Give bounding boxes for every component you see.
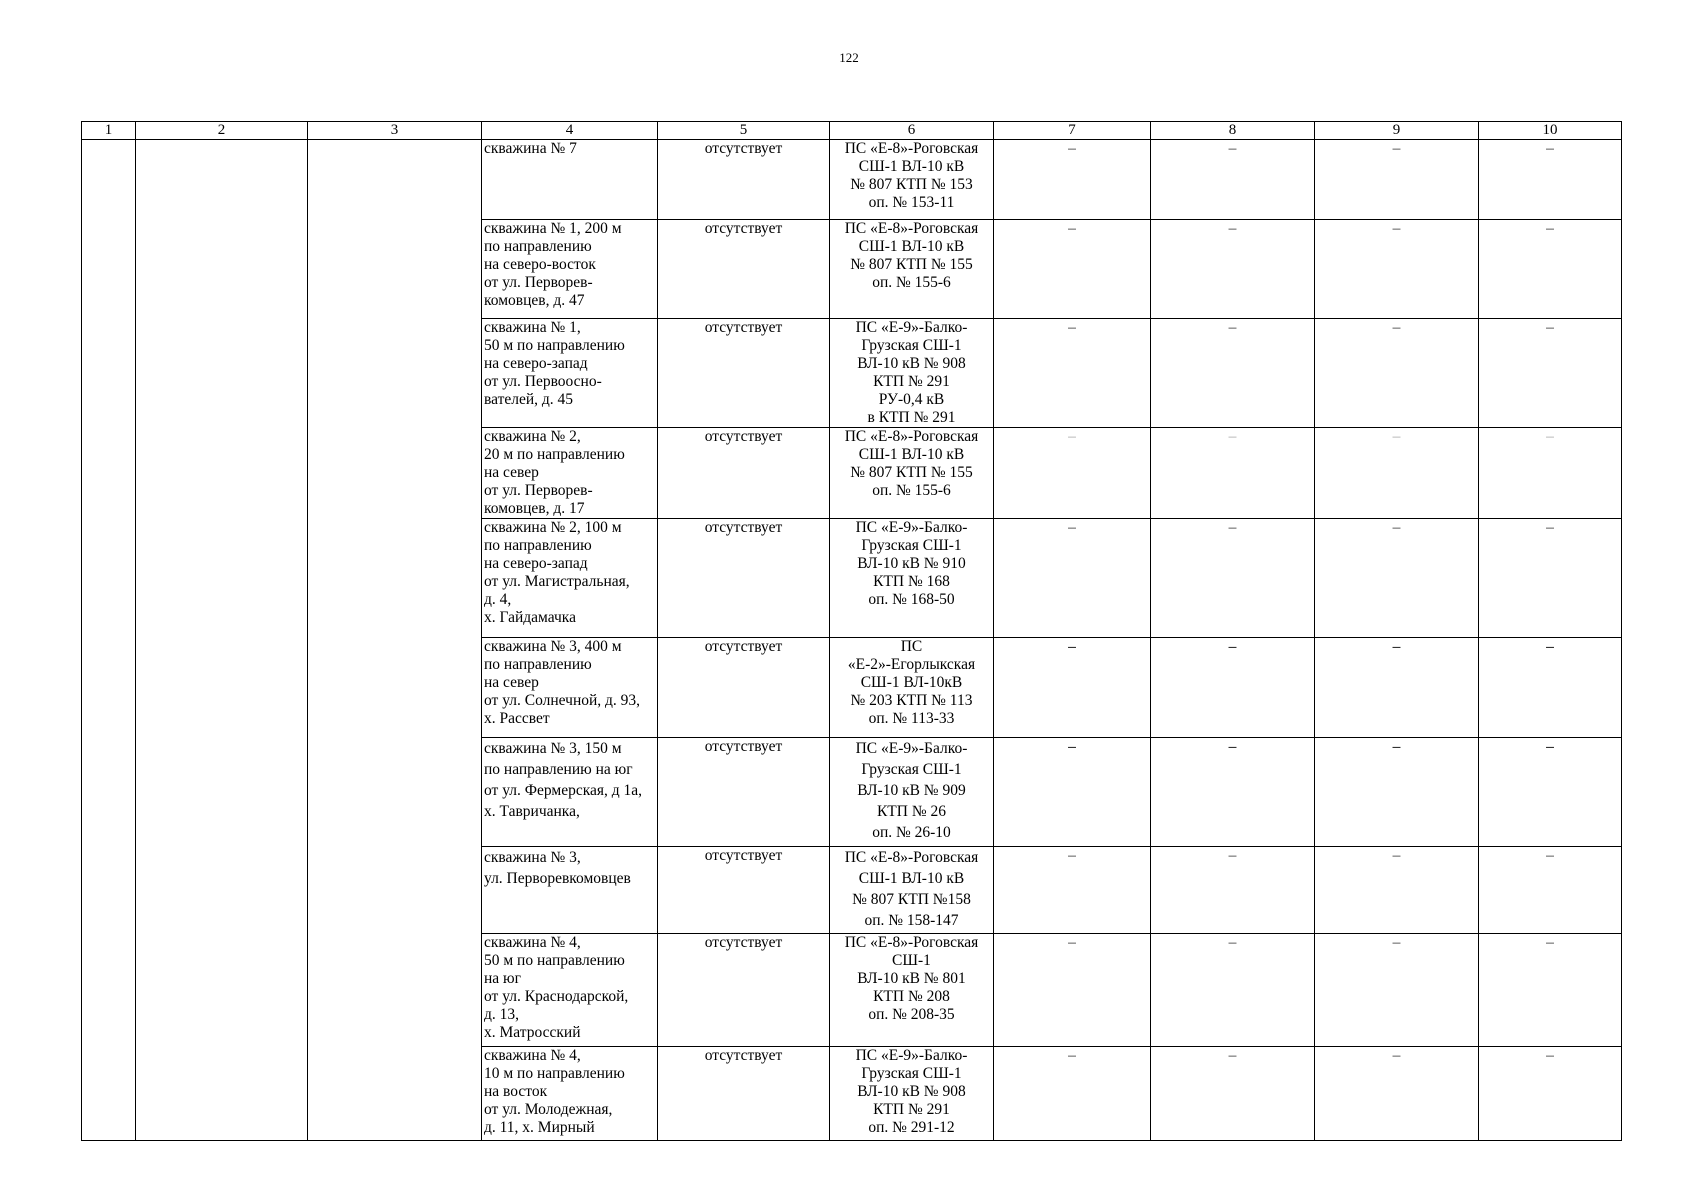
registry-table	[81, 121, 1622, 1141]
status-cell: отсутствует	[658, 738, 830, 847]
col8-cell: –	[1151, 519, 1315, 638]
col10-cell: –	[1479, 319, 1622, 428]
well-location: скважина № 1, 50 м по направлению на северо-запад от ул. Первоосно- вателей, д. 45	[482, 319, 658, 428]
col10-cell: –	[1479, 934, 1622, 1047]
col1-merged-cell	[82, 140, 136, 1141]
col7-cell: –	[994, 319, 1151, 428]
power-source: ПС «Е-8»-Роговская СШ-1 ВЛ-10 кВ № 807 КТП № 153 оп. № 153-11	[830, 140, 994, 220]
power-source: ПС «Е-9»-Балко- Грузская СШ-1 ВЛ-10 кВ № 908 КТП № 291 РУ-0,4 кВ в КТП № 291	[830, 319, 994, 428]
well-location: скважина № 2, 20 м по направлению на север от ул. Перворев- комовцев, д. 17	[482, 428, 658, 519]
col9-cell: –	[1315, 428, 1479, 519]
status-cell: отсутствует	[658, 934, 830, 1047]
col8-cell: –	[1151, 1047, 1315, 1141]
status-cell: отсутствует	[658, 428, 830, 519]
column-header: 5	[658, 122, 830, 140]
col7-cell: –	[994, 638, 1151, 738]
power-source: ПС «Е-8»-Роговская СШ-1 ВЛ-10 кВ № 807 КТП № 155 оп. № 155-6	[830, 428, 994, 519]
column-header: 8	[1151, 122, 1315, 140]
column-header: 9	[1315, 122, 1479, 140]
column-header: 10	[1479, 122, 1622, 140]
col10-cell: –	[1479, 738, 1622, 847]
well-location: скважина № 4, 10 м по направлению на восток от ул. Молодежная, д. 11, х. Мирный	[482, 1047, 658, 1141]
col7-cell: –	[994, 220, 1151, 319]
power-source: ПС «Е-2»-Егорлыкская СШ-1 ВЛ-10кВ № 203 КТП № 113 оп. № 113-33	[830, 638, 994, 738]
col10-cell: –	[1479, 847, 1622, 934]
status-cell: отсутствует	[658, 638, 830, 738]
column-number-row	[82, 122, 1622, 140]
well-location: скважина № 3, ул. Перворевкомовцев	[482, 847, 658, 934]
well-location: скважина № 7	[482, 140, 658, 220]
column-header: 1	[82, 122, 136, 140]
power-source: ПС «Е-9»-Балко- Грузская СШ-1 ВЛ-10 кВ № 909 КТП № 26 оп. № 26-10	[830, 738, 994, 847]
column-header: 7	[994, 122, 1151, 140]
col10-cell: –	[1479, 1047, 1622, 1141]
power-source: ПС «Е-8»-Роговская СШ-1 ВЛ-10 кВ № 807 КТП №158 оп. № 158-147	[830, 847, 994, 934]
column-header: 4	[482, 122, 658, 140]
col8-cell: –	[1151, 220, 1315, 319]
col10-cell: –	[1479, 428, 1622, 519]
col9-cell: –	[1315, 847, 1479, 934]
well-location: скважина № 3, 400 м по направлению на север от ул. Солнечной, д. 93, х. Рассвет	[482, 638, 658, 738]
col2-merged-cell	[136, 140, 308, 1141]
col9-cell: –	[1315, 934, 1479, 1047]
status-cell: отсутствует	[658, 319, 830, 428]
power-source: ПС «Е-8»-Роговская СШ-1 ВЛ-10 кВ № 807 КТП № 155 оп. № 155-6	[830, 220, 994, 319]
col8-cell: –	[1151, 738, 1315, 847]
table-row	[82, 140, 1622, 220]
well-location: скважина № 3, 150 м по направлению на юг от ул. Фермерская, д 1а, х. Тавричанка,	[482, 738, 658, 847]
col10-cell: –	[1479, 519, 1622, 638]
col7-cell: –	[994, 1047, 1151, 1141]
col9-cell: –	[1315, 1047, 1479, 1141]
col7-cell: –	[994, 519, 1151, 638]
col9-cell: –	[1315, 140, 1479, 220]
status-cell: отсутствует	[658, 140, 830, 220]
col7-cell: –	[994, 428, 1151, 519]
col8-cell: –	[1151, 934, 1315, 1047]
col9-cell: –	[1315, 220, 1479, 319]
col9-cell: –	[1315, 638, 1479, 738]
status-cell: отсутствует	[658, 1047, 830, 1141]
col8-cell: –	[1151, 638, 1315, 738]
status-cell: отсутствует	[658, 847, 830, 934]
power-source: ПС «Е-9»-Балко- Грузская СШ-1 ВЛ-10 кВ № 908 КТП № 291 оп. № 291-12	[830, 1047, 994, 1141]
power-source: ПС «Е-9»-Балко- Грузская СШ-1 ВЛ-10 кВ № 910 КТП № 168 оп. № 168-50	[830, 519, 994, 638]
col7-cell: –	[994, 847, 1151, 934]
col8-cell: –	[1151, 319, 1315, 428]
col9-cell: –	[1315, 519, 1479, 638]
well-location: скважина № 1, 200 м по направлению на северо-восток от ул. Перворев- комовцев, д. 47	[482, 220, 658, 319]
col8-cell: –	[1151, 428, 1315, 519]
column-header: 2	[136, 122, 308, 140]
col7-cell: –	[994, 738, 1151, 847]
col10-cell: –	[1479, 140, 1622, 220]
col9-cell: –	[1315, 738, 1479, 847]
column-header: 3	[308, 122, 482, 140]
power-source: ПС «Е-8»-Роговская СШ-1 ВЛ-10 кВ № 801 КТП № 208 оп. № 208-35	[830, 934, 994, 1047]
col8-cell: –	[1151, 140, 1315, 220]
well-location: скважина № 4, 50 м по направлению на юг от ул. Краснодарской, д. 13, х. Матросский	[482, 934, 658, 1047]
page-number: 122	[839, 50, 859, 65]
well-location: скважина № 2, 100 м по направлению на северо-запад от ул. Магистральная, д. 4, х. Гайдамачка	[482, 519, 658, 638]
col8-cell: –	[1151, 847, 1315, 934]
col10-cell: –	[1479, 638, 1622, 738]
col7-cell: –	[994, 140, 1151, 220]
column-header: 6	[830, 122, 994, 140]
col7-cell: –	[994, 934, 1151, 1047]
col3-merged-cell	[308, 140, 482, 1141]
col9-cell: –	[1315, 319, 1479, 428]
status-cell: отсутствует	[658, 220, 830, 319]
status-cell: отсутствует	[658, 519, 830, 638]
col10-cell: –	[1479, 220, 1622, 319]
